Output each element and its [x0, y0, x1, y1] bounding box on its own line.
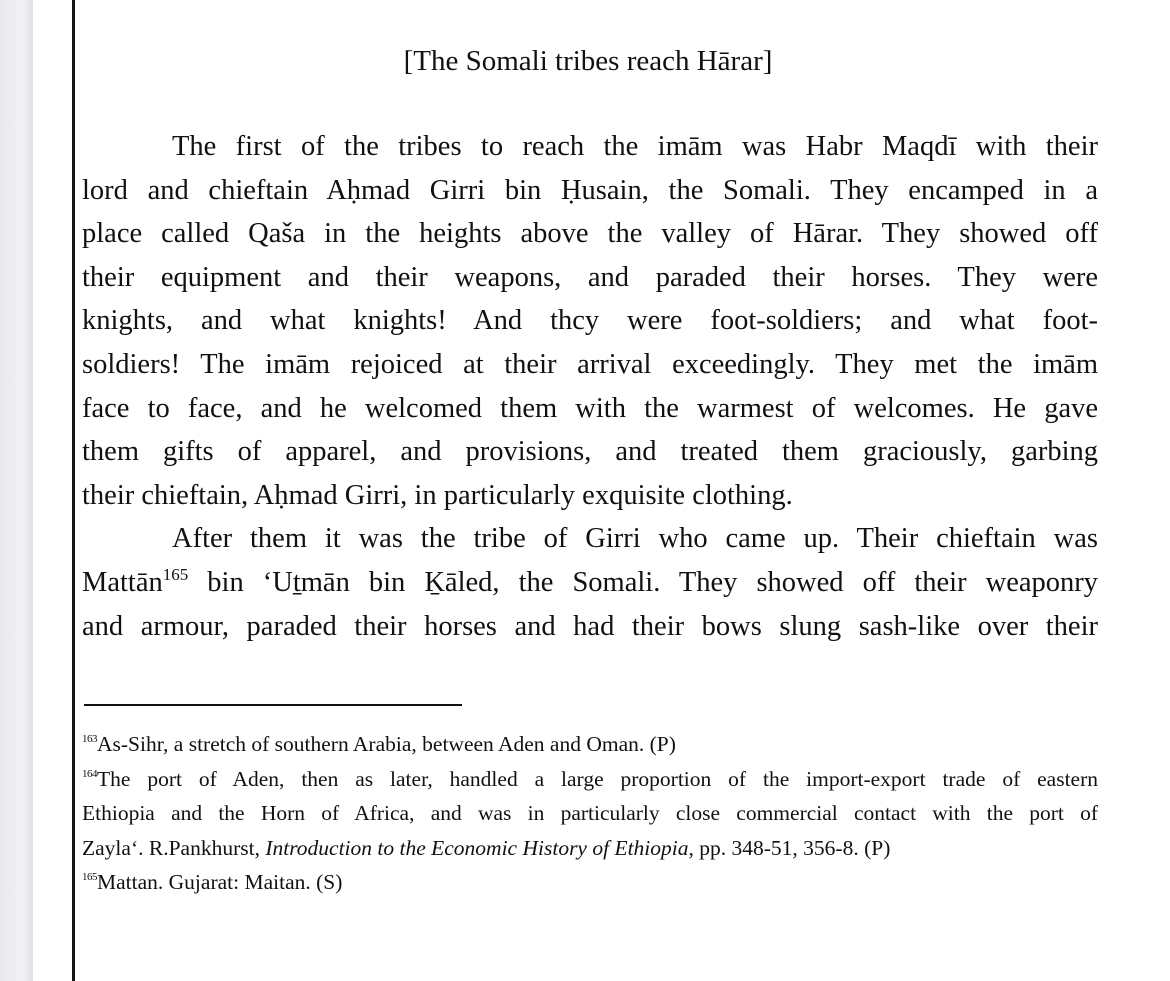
- text-line: place called Qaša in the heights above the valley of Hārar. They showed off: [82, 218, 1098, 250]
- footnote-164: [82, 762, 1098, 797]
- footnote-text: As-Sihr, a stretch of southern Arabia, between Aden and Oman. (P): [97, 732, 676, 756]
- footnote-mark: 165: [82, 871, 97, 883]
- footnote-text: Zayla‘. R.Pankhurst,: [82, 835, 266, 860]
- section-heading: [The Somali tribes reach Hārar]: [403, 45, 773, 77]
- viewer-left-margin: [0, 0, 33, 981]
- footnote-163: [82, 727, 1098, 762]
- footnote-mark: 164: [82, 767, 97, 780]
- text-line: and armour, paraded their horses and had their bows slung sash-like over their: [82, 610, 1098, 642]
- book-page: [82, 0, 1102, 981]
- page-edge-line: [72, 0, 75, 981]
- footnote-164-cont: Ethiopia and the Horn of Africa, and was in particularly close commercial contact with the port of: [82, 801, 1098, 825]
- text-line-with-footnote-ref: [82, 561, 1098, 605]
- footnotes: [82, 727, 1098, 900]
- text-line: face to face, and he welcomed them with the warmest of welcomes. He gave: [82, 392, 1098, 424]
- footnote-ref-165: 165: [162, 564, 189, 584]
- text-line: their equipment and their weapons, and paraded their horses. They were: [82, 261, 1098, 293]
- footnote-165: [82, 865, 1098, 900]
- text-line: knights, and what knights! And thcy were foot-soldiers; and what foot-: [82, 305, 1098, 337]
- footnote-164-cont: [82, 831, 1098, 866]
- text-line-rest: bin ‘Uṯmān bin Ḵāled, the Somali. They showed off their weaponry: [207, 566, 1099, 598]
- text-line: After them it was the tribe of Girri who came up. Their chieftain was: [172, 523, 1098, 555]
- text-line: soldiers! The imām rejoiced at their arrival exceedingly. They met the imām: [82, 348, 1098, 380]
- footnote-separator: [84, 704, 462, 706]
- footnote-mark: 163: [82, 733, 97, 745]
- book-title: Introduction to the Economic History of Ethiopia: [265, 835, 689, 860]
- footnote-text: The port of Aden, then as later, handled a large proportion of the import-export trade of eastern: [97, 766, 1098, 791]
- text-line: their chieftain, Aḥmad Girri, in particularly exquisite clothing.: [82, 479, 793, 511]
- text-line: The first of the tribes to reach the imām was Habr Maqdī with their: [172, 131, 1098, 162]
- footnote-text: , pp. 348-51, 356-8. (P): [688, 835, 891, 860]
- text-line: lord and chieftain Aḥmad Girri bin Ḥusain, the Somali. They encamped in a: [82, 174, 1098, 206]
- text-line: them gifts of apparel, and provisions, and treated them graciously, garbing: [82, 436, 1098, 468]
- body-text: [82, 125, 1098, 648]
- footnote-text: Mattan. Gujarat: Maitan. (S): [97, 870, 343, 894]
- mattan-word: Mattān: [82, 566, 163, 598]
